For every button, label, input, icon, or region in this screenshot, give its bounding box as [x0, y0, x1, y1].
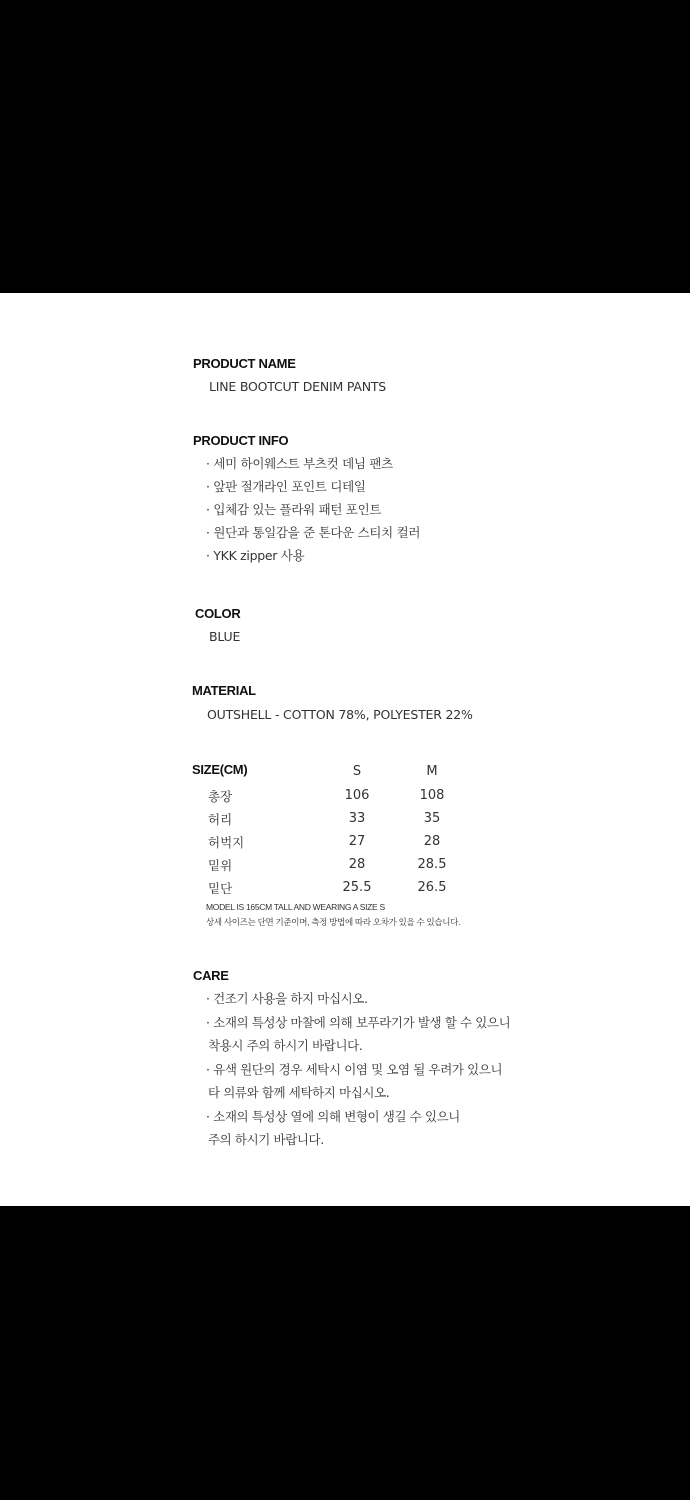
size-row-label: 밑단 [208, 881, 233, 896]
size-column-header: M [426, 764, 438, 779]
size-cell: 26.5 [417, 880, 447, 895]
care-line: · 유색 원단의 경우 세탁시 이염 및 오염 될 우려가 있으니 [206, 1061, 503, 1077]
measurement-note: 상세 사이즈는 단면 기준이며, 측정 방법에 따라 오차가 있을 수 있습니다. [206, 917, 461, 927]
care-list [206, 987, 510, 1152]
care-line: · 소재의 특성상 마찰에 의해 보푸라기가 발생 할 수 있으니 [206, 1014, 511, 1030]
material-value: OUTSHELL - COTTON 78%, POLYESTER 22% [207, 707, 473, 722]
product-detail-page [0, 293, 690, 1206]
size-row-label: 허리 [208, 812, 233, 827]
care-line: 타 의류와 함께 세탁하지 마십시오. [208, 1085, 390, 1100]
size-cell: 28 [348, 857, 366, 872]
size-column-header: S [352, 764, 362, 779]
color-heading: COLOR [195, 606, 241, 621]
product-info-heading: PRODUCT INFO [193, 433, 289, 448]
care-heading: CARE [193, 968, 229, 983]
list-item: · 앞판 절개라인 포인트 디테일 [206, 479, 366, 494]
size-cell: 25.5 [342, 880, 372, 895]
care-line: · 소재의 특성상 열에 의해 변형이 생길 수 있으니 [206, 1108, 460, 1124]
size-cell: 27 [348, 834, 366, 849]
size-cell: 28 [423, 834, 441, 849]
size-row-label: 총장 [208, 789, 233, 804]
list-item: · YKK zipper 사용 [206, 548, 305, 563]
model-size-note: MODEL IS 165CM TALL AND WEARING A SIZE S [206, 902, 385, 912]
product-info-list [206, 452, 420, 567]
size-cell: 28.5 [417, 857, 447, 872]
list-item: · 원단과 통일감을 준 톤다운 스티치 컬러 [206, 525, 421, 540]
product-name-heading: PRODUCT NAME [193, 356, 296, 371]
care-line: 주의 하시기 바랍니다. [208, 1132, 324, 1147]
product-name-value: LINE BOOTCUT DENIM PANTS [209, 379, 387, 394]
care-line: · 건조기 사용을 하지 마십시오. [206, 991, 368, 1006]
size-row-label: 밑위 [208, 858, 233, 873]
size-row-label: 허벅지 [208, 835, 245, 850]
list-item: · 세미 하이웨스트 부츠컷 데님 팬츠 [206, 456, 393, 471]
care-line: 착용시 주의 하시기 바랍니다. [208, 1038, 363, 1053]
material-heading: MATERIAL [192, 683, 256, 698]
size-cell: 35 [423, 811, 441, 826]
size-cell: 106 [344, 788, 370, 803]
color-value: BLUE [209, 629, 241, 644]
size-cell: 108 [419, 788, 445, 803]
size-heading: SIZE(CM) [192, 762, 248, 777]
size-cell: 33 [348, 811, 366, 826]
list-item: · 입체감 있는 플라워 패턴 포인트 [206, 502, 382, 517]
